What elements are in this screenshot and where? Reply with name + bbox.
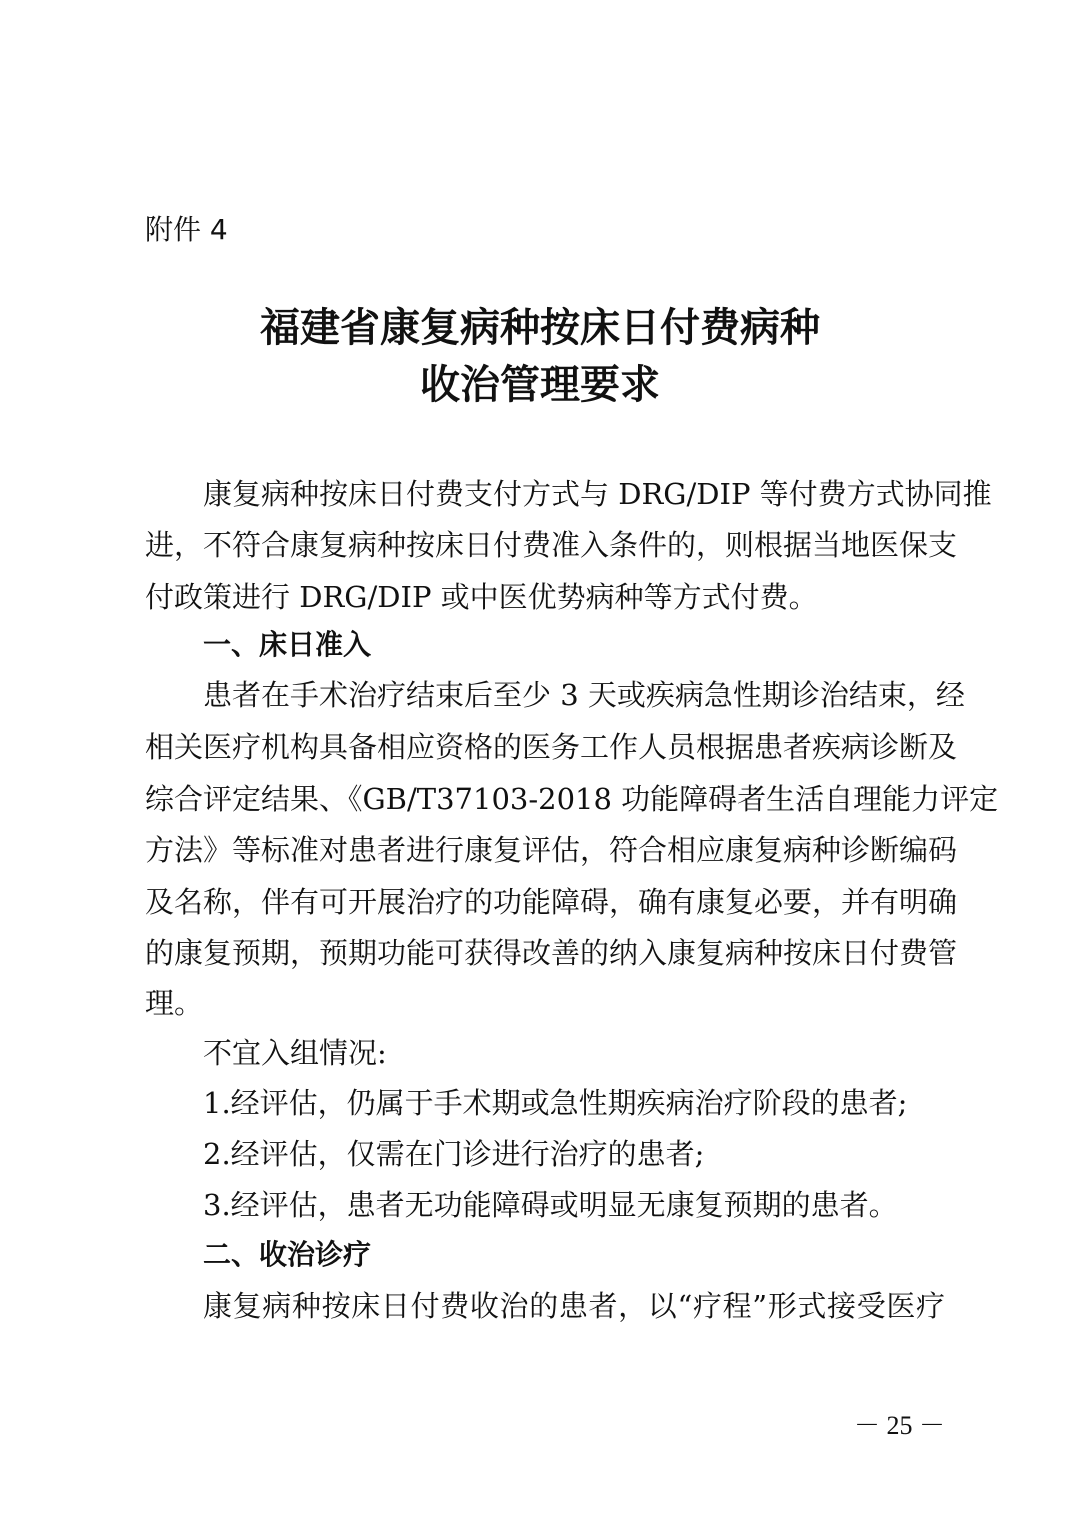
paragraph-line: 理。: [145, 986, 204, 1020]
exclusion-item: 1.经评估，仍属于手术期或急性期疾病治疗阶段的患者;: [203, 1086, 908, 1120]
paragraph-line: 付政策进行 DRG/DIP 或中医优势病种等方式付费。: [145, 580, 818, 614]
section-heading: 一、床日准入: [203, 628, 372, 661]
document-title-line-1: 福建省康复病种按床日付费病种: [260, 304, 820, 351]
exclusion-label: 不宜入组情况:: [203, 1036, 387, 1070]
page-number: － 25 －: [853, 1411, 945, 1440]
exclusion-item: 3.经评估，患者无功能障碍或明显无康复预期的患者。: [203, 1188, 898, 1222]
document-title-line-2: 收治管理要求: [420, 361, 660, 408]
paragraph-line: 方法》等标准对患者进行康复评估，符合相应康复病种诊断编码: [145, 833, 958, 867]
paragraph-line: 康复病种按床日付费支付方式与 DRG/DIP 等付费方式协同推: [203, 477, 992, 511]
attachment-label: 附件 4: [145, 213, 228, 246]
paragraph-line: 的康复预期，预期功能可获得改善的纳入康复病种按床日付费管: [145, 936, 958, 970]
paragraph-line: 患者在手术治疗结束后至少 3 天或疾病急性期诊治结束，经: [203, 678, 965, 712]
paragraph-line: 进，不符合康复病种按床日付费准入条件的，则根据当地医保支: [145, 528, 958, 562]
paragraph-line: 综合评定结果、《GB/T37103-2018 功能障碍者生活自理能力评定: [145, 782, 999, 816]
paragraph-line: 康复病种按床日付费收治的患者，以“疗程”形式接受医疗: [203, 1289, 945, 1323]
section-heading: 二、收治诊疗: [203, 1238, 372, 1271]
paragraph-line: 及名称，伴有可开展治疗的功能障碍，确有康复必要，并有明确: [145, 885, 958, 919]
paragraph-line: 相关医疗机构具备相应资格的医务工作人员根据患者疾病诊断及: [145, 730, 958, 764]
exclusion-item: 2.经评估，仅需在门诊进行治疗的患者;: [203, 1137, 705, 1171]
